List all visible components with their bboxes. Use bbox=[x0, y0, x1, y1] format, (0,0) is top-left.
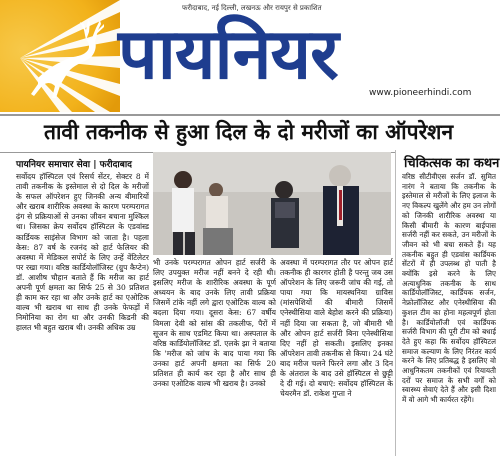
edition-line: फरीदाबाद, नई दिल्ली, लखनऊ और रायपुर से प्रकाशित bbox=[182, 4, 322, 12]
byline: पायनियर समाचार सेवा | फरीदाबाद bbox=[16, 160, 132, 170]
article-body-col1: सर्वोदय हॉस्पिटल एवं रिसर्च सेंटर, सेक्टर 8 में तावी तकनीक के इस्तेमाल से दो दिल के मरीजों के सफल ऑपरेशन हुए जिनकी अन्य बीमारियों और खराब शारीरिक अवस्था के कारण परम्परागत ढ़ंग से प्रक्रियाओं से उनका जीवन बचाना मुश्किल था। जिसका क्रेय सर्वोदय हॉस्पिटल के एडवांस्ड कार्डियक साइंसेज विभाग को जाता है। पहला केस: 87 वर्ष के रजनंद को हार्ट फेलियर की अवस्था में मेडिकल सपोर्ट के लिए उन्हें वेंटिलेटर पर रखा गया। वरिष्ठ कार्डियोलॉजिस्ट (ग्रुप कैप्टेन) डॉ. आशीष चौहान बताते हैं कि मरीज का हार्ट अपनी पूर्ण क्षमता का सिर्फ 25 से 30 प्रतिशत ही काम कर रहा था और उनके हार्ट का एओटिक वाल्व भी खराब था साथ ही उनके फेफड़ों में निमोनिया का रोग था और उनकी किडनी की हालत भी बहुत खराब थी। उनकी अधिक उम्र bbox=[16, 172, 149, 333]
article-headline: तावी तकनीक से हुआ दिल के दो मरीजों का ऑपरेशन bbox=[44, 120, 454, 144]
sidebar-title: चिकित्सक का कथन bbox=[404, 156, 500, 171]
website-url[interactable]: www.pioneerhindi.com bbox=[369, 88, 472, 98]
masthead bbox=[0, 0, 500, 112]
article-photo bbox=[153, 152, 391, 255]
sunburst-deer-logo bbox=[0, 0, 120, 112]
newspaper-title: पायनियर bbox=[118, 13, 338, 95]
article-body-col2: भी उनके परम्परागत ओपन हार्ट सर्जरी के लिए उपयुक्त मरीज नहीं बनने दे रही थी। इसलिए मरीज के शारीरिक अवस्था के पूर्ण अध्ययन के बाद उनके लिए तावी प्रक्रिया जिसमें टांके नहीं लगे द्वारा एओटिक वाल्व को बदला दिया गया। दूसरा केस: 67 वर्षीय विमला देवी को सांस की तकलीफ, पैरों में सूजन के साथ एडमिट किया था। अस्पताल के वरिष्ठ कार्डियोलॉजिस्ट डॉ. एलके झा ने बताया कि 'मरीज को जांच के बाद पाया गया कि उनका हार्ट अपनी क्षमता का सिर्फ 20 प्रतिशत ही कार्य कर रहा है और साथ ही उनका एओटिक वाल्व भी खराब है। उनको bbox=[153, 258, 276, 389]
article-body-col3: अवस्था में परम्परागत तौर पर ओपन हार्ट तकनीक ही कारगर होती है परन्तु जब उस ऑपरेशन के लिए जरूरी जांच की गई, तो पाया गया कि मायस्थनिया ग्राविस (मांसपेशियों की बीमारी जिसमें एनेस्थीसिया वाले बेहोश करने की प्रक्रिया) नहीं दिया जा सकता है, जो बीमारी भी और ओपन हार्ट सर्जरी बिना एनेस्थीसिया दिए नहीं हो सकती। इसलिए इनका ऑपरेशन तावी तकनीक से किया। 24 घंटे बाद मरीज चलने फिरने लगा और 3 दिन के अंतराल के बाद उसे हॉस्पिटल से छुट्टी दे दी गई। दो बचाएं: सर्वोदय हॉस्पिटल के चेयरमैन डॉ. राकेश गुप्ता ने bbox=[280, 258, 393, 399]
sidebar-text: वरिष्ठ सीटीवीएस सर्जन डॉ. सुमित नारंग ने बताया कि तकनीक के इस्तेमाल से मरीजों के लिए इलाज के नए विकल्प खुलेंगे और हम उन लोगों को जिनकी शारीरिक अवस्था या किसी बीमारी के कारण बाईपास सर्जरी नहीं कर सकते, उन मरीजों के जीवन को भी बचा सकते हैं। यह तकनीक बहुत ही एडवांस कार्डियक सेंटरों में ही उपलब्ध हो पाती है क्योंकि इसे करने के लिए अत्याधुनिक तकनीक के साथ कार्डियोलॉजिस्ट, कार्डियक सर्जन, नेफ्रोलॉजिस्ट और एनेस्थीसिया की कुशल टीम का होना महत्वपूर्ण होता है। कार्डियोलॉजी एवं कार्डियक सर्जरी विभाग की पूरी टीम को बधाई देते हुए कहा कि सर्वोदय हॉस्पिटल समाज कल्याण के लिए निरंतर कार्य करने के लिए प्रतिबद्ध है इसलिए वो आधुनिकतम तकनीकों एवं रियायती दरों पर समाज के सभी वर्गों को स्वास्थ्य सेवाएं देते हैं और इसी दिशा में वो आगे भी कार्यरत रहेंगे। bbox=[402, 172, 496, 405]
